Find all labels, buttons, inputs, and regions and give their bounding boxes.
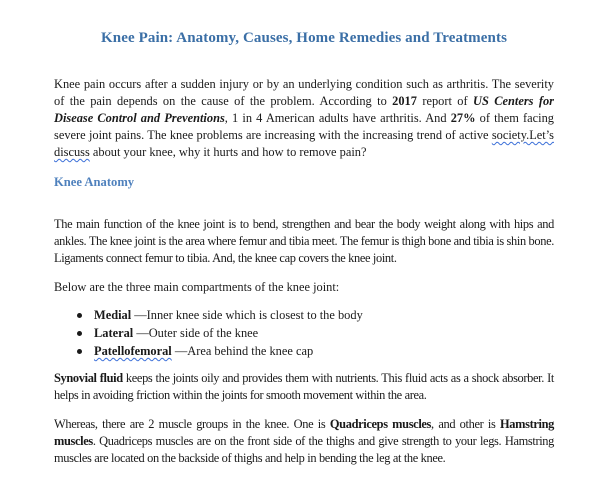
bullet-icon xyxy=(77,349,82,354)
muscles-text-2: , and other is xyxy=(431,417,501,431)
section-heading-knee-anatomy: Knee Anatomy xyxy=(54,175,135,189)
synovial-term: Synovial fluid xyxy=(54,371,123,385)
spelling-flag[interactable]: society.Let’s discuss xyxy=(54,128,554,159)
hamstring-term: Hamstring muscles xyxy=(54,417,554,448)
intro-text-5: about your knee, why it hurts and how to remove pain? xyxy=(89,145,367,159)
compartment-desc: —Area behind the knee cap xyxy=(171,344,314,358)
intro-text-4: of them facing severe joint pains. The knee problems are increasing with the increasing trend of active xyxy=(54,111,555,142)
cdc-name: US Centers for Disease Control and Preventions xyxy=(54,94,554,125)
bullet-icon xyxy=(77,313,82,318)
compartment-term: Lateral xyxy=(94,326,134,340)
compartment-term[interactable]: Patellofemoral xyxy=(94,344,172,358)
compartment-desc: —Outer side of the knee xyxy=(133,326,259,340)
muscles-text-1: Whereas, there are 2 muscle groups in the knee. One is xyxy=(54,417,330,431)
page-title: Knee Pain: Anatomy, Causes, Home Remedies and Treatments xyxy=(101,30,507,46)
synovial-paragraph xyxy=(54,370,554,404)
compartments-list xyxy=(54,306,534,360)
muscles-flagged: help in xyxy=(284,451,317,465)
quadriceps-term: Quadriceps muscles xyxy=(329,417,432,431)
muscles-paragraph xyxy=(54,416,554,467)
intro-text-1: Knee pain occurs after a sudden injury or by an underlying condition such as arthritis. The severity of the pain depends on the cause of the problem. According to xyxy=(54,77,554,108)
list-item xyxy=(54,306,534,324)
synovial-text: keeps the joints oily and provides them with nutrients. This fluid acts as a shock absorber. It helps in avoiding friction within the joints for smooth movement within the area. xyxy=(54,371,554,402)
anatomy-paragraph: The main function of the knee joint is to bend, strengthen and bear the body weight along with hips and ankles. The knee joint is the area where femur and tibia meet. The femur is thigh bone and tibia is shin bone. Ligaments connect femur to tibia. And, the knee cap covers the knee joint. xyxy=(54,217,554,265)
list-item xyxy=(54,342,534,360)
percent-value: 27% xyxy=(450,111,476,125)
muscles-text-3: . Quadriceps muscles are on the front side of the thighs and give strength to your legs. Hamstring muscles are located on the backside of thighs and xyxy=(54,434,554,465)
compartment-term: Medial xyxy=(94,308,132,322)
list-item xyxy=(54,324,534,342)
bullet-icon xyxy=(77,331,82,336)
intro-paragraph xyxy=(54,76,554,161)
compartment-desc: —Inner knee side which is closest to the body xyxy=(131,308,363,322)
intro-text-2: report of xyxy=(416,94,473,108)
report-year: 2017 xyxy=(392,94,417,108)
intro-text-3: , 1 in 4 American adults have arthritis. And xyxy=(224,111,451,125)
muscles-text-4: bending the leg at the knee. xyxy=(316,451,446,465)
compartments-intro: Below are the three main compartments of the knee joint: xyxy=(54,280,340,294)
